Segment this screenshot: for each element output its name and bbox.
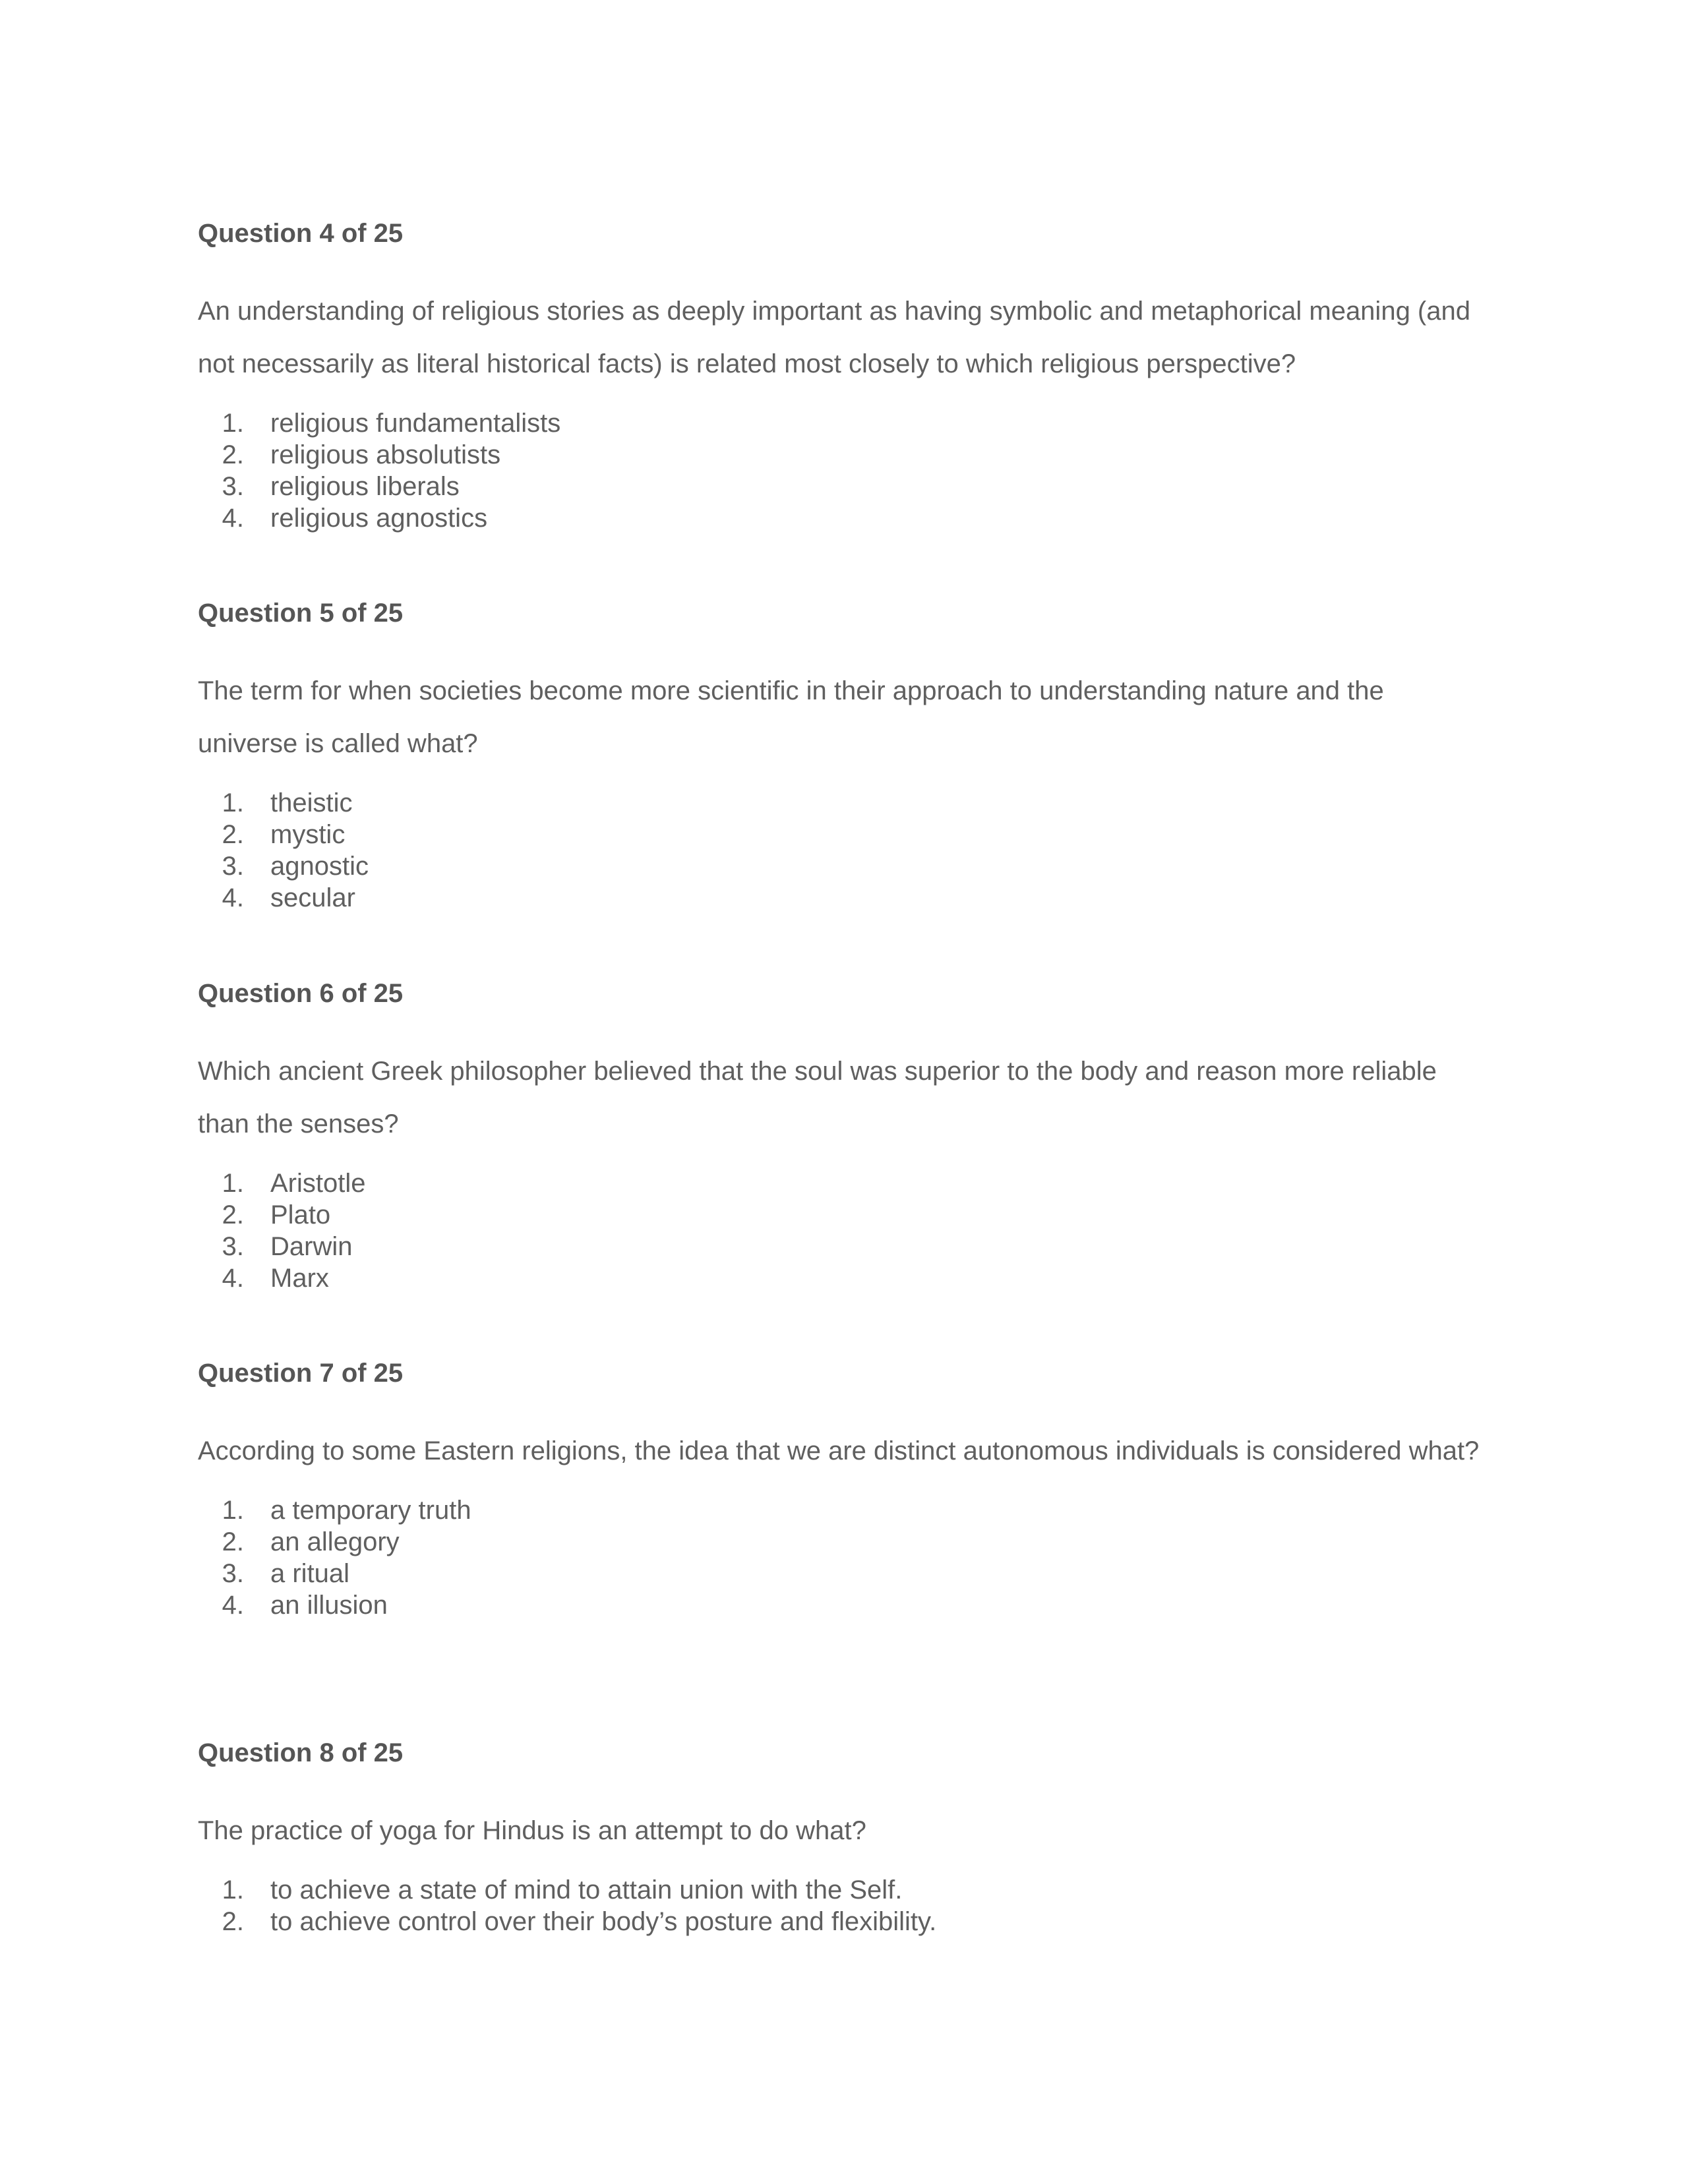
question-text: According to some Eastern religions, the idea that we are distinct autonomous individuals is considered what?: [198, 1436, 1480, 1465]
answer-option: [198, 1167, 1490, 1199]
option-text: religious absolutists: [270, 440, 501, 469]
option-text: to achieve control over their body’s posture and flexibility.: [270, 1907, 937, 1936]
question-text: The term for when societies become more scientific in their approach to understanding nature and the universe is called what?: [198, 676, 1384, 758]
question-title: Question 6 of 25: [198, 979, 404, 1008]
option-text: religious agnostics: [270, 504, 488, 533]
option-text: an allegory: [270, 1527, 400, 1556]
option-text: Marx: [270, 1264, 329, 1293]
answer-options: [198, 1494, 1490, 1621]
answer-option: [198, 1558, 1490, 1589]
option-text: a ritual: [270, 1559, 350, 1588]
option-text: Plato: [270, 1200, 331, 1229]
option-number: 3.: [222, 472, 244, 501]
question-block-6: [198, 978, 1490, 1294]
option-number: 3.: [222, 1559, 244, 1588]
answer-options: [198, 787, 1490, 914]
option-text: religious fundamentalists: [270, 409, 561, 438]
option-number: 1.: [222, 1875, 244, 1904]
option-text: theistic: [270, 788, 353, 817]
option-text: to achieve a state of mind to attain union with the Self.: [270, 1875, 903, 1904]
option-text: Aristotle: [270, 1169, 366, 1198]
answer-option: [198, 1589, 1490, 1621]
answer-option: [198, 471, 1490, 502]
option-number: 3.: [222, 1232, 244, 1261]
answer-option: [198, 1231, 1490, 1262]
answer-options: [198, 1874, 1490, 1937]
question-block-4: [198, 218, 1490, 534]
option-text: secular: [270, 883, 355, 912]
option-text: a temporary truth: [270, 1496, 471, 1525]
question-text: An understanding of religious stories as deeply important as having symbolic and metaphorical meaning (and not necessarily as literal historical facts) is related most closely to which religious perspective?: [198, 297, 1470, 378]
option-number: 2.: [222, 1907, 244, 1936]
answer-option: [198, 850, 1490, 882]
option-number: 1.: [222, 1496, 244, 1525]
answer-option: [198, 1199, 1490, 1231]
option-number: 2.: [222, 440, 244, 469]
question-block-8: [198, 1737, 1490, 1937]
question-block-5: [198, 597, 1490, 914]
question-block-7: [198, 1357, 1490, 1621]
answer-options: [198, 1167, 1490, 1294]
option-number: 2.: [222, 1527, 244, 1556]
option-number: 4.: [222, 883, 244, 912]
answer-option: [198, 1262, 1490, 1294]
answer-option: [198, 819, 1490, 850]
answer-option: [198, 1906, 1490, 1937]
answer-option: [198, 882, 1490, 914]
answer-option: [198, 439, 1490, 471]
option-number: 1.: [222, 1169, 244, 1198]
question-title: Question 7 of 25: [198, 1359, 404, 1388]
question-title: Question 4 of 25: [198, 219, 404, 248]
question-text: Which ancient Greek philosopher believed that the soul was superior to the body and reason more reliable than the senses?: [198, 1057, 1437, 1138]
answer-options: [198, 407, 1490, 534]
option-number: 3.: [222, 852, 244, 881]
answer-option: [198, 1494, 1490, 1526]
option-number: 4.: [222, 504, 244, 533]
answer-option: [198, 1874, 1490, 1906]
answer-option: [198, 787, 1490, 819]
question-title: Question 8 of 25: [198, 1738, 404, 1767]
option-number: 1.: [222, 788, 244, 817]
answer-option: [198, 407, 1490, 439]
option-number: 1.: [222, 409, 244, 438]
option-text: mystic: [270, 820, 346, 849]
option-text: Darwin: [270, 1232, 353, 1261]
option-number: 4.: [222, 1264, 244, 1293]
option-text: religious liberals: [270, 472, 460, 501]
question-title: Question 5 of 25: [198, 599, 404, 628]
option-number: 2.: [222, 1200, 244, 1229]
option-text: agnostic: [270, 852, 369, 881]
question-text: The practice of yoga for Hindus is an attempt to do what?: [198, 1816, 866, 1845]
option-number: 2.: [222, 820, 244, 849]
option-text: an illusion: [270, 1591, 388, 1620]
answer-option: [198, 502, 1490, 534]
option-number: 4.: [222, 1591, 244, 1620]
answer-option: [198, 1526, 1490, 1558]
